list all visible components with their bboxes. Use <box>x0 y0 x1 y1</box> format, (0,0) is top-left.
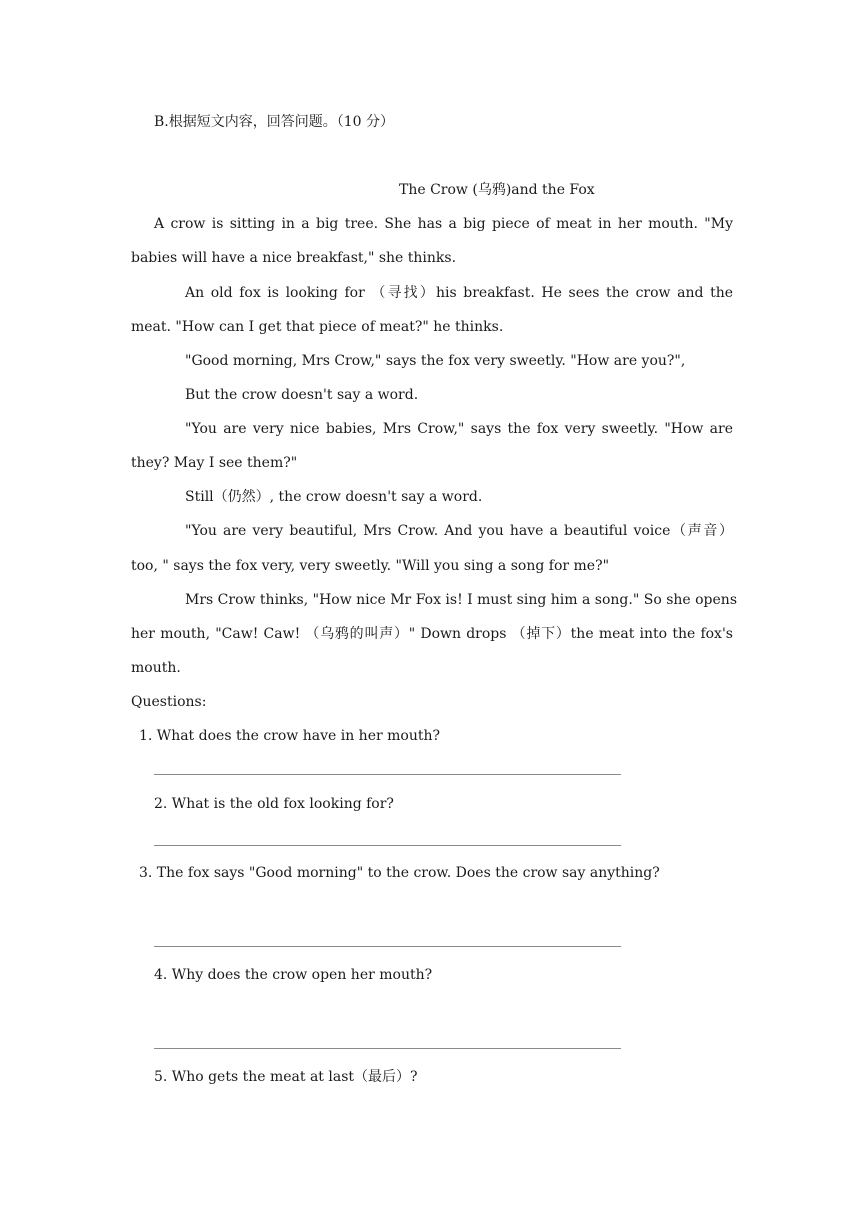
question-2: 2. What is the old fox looking for? <box>154 796 394 812</box>
paragraph-8-line-2: her mouth, "Caw! Caw! （乌鸦的叫声）" Down drops （掉下）the meat into the fox's <box>131 626 733 642</box>
paragraph-5-line-2: they? May I see them?" <box>131 455 298 471</box>
section-heading: B.根据短文内容，回答问题。（10 分） <box>154 114 395 130</box>
paragraph-7-line-1: "You are very beautiful, Mrs Crow. And you have a beautiful voice（声音） <box>185 523 733 539</box>
paragraph-5-line-1: "You are very nice babies, Mrs Crow," says the fox very sweetly. "How are <box>185 421 733 437</box>
paragraph-1-line-2: babies will have a nice breakfast," she thinks. <box>131 250 457 266</box>
paragraph-4: But the crow doesn't say a word. <box>185 387 419 403</box>
paragraph-3: "Good morning, Mrs Crow," says the fox very sweetly. "How are you?", <box>185 353 686 369</box>
answer-line-1[interactable] <box>154 774 621 775</box>
paragraph-8-line-3: mouth. <box>131 660 181 676</box>
paragraph-2-line-2: meat. "How can I get that piece of meat?" he thinks. <box>131 319 504 335</box>
answer-line-2[interactable] <box>154 845 621 846</box>
question-3: 3. The fox says "Good morning" to the crow. Does the crow say anything? <box>139 865 660 881</box>
paragraph-2-line-1: An old fox is looking for （寻找）his breakfast. He sees the crow and the <box>185 285 733 301</box>
passage-title: The Crow (乌鸦)and the Fox <box>399 182 595 198</box>
answer-line-3[interactable] <box>154 946 621 947</box>
paragraph-1-line-1: A crow is sitting in a big tree. She has a big piece of meat in her mouth. "My <box>154 216 733 232</box>
question-4: 4. Why does the crow open her mouth? <box>154 967 433 983</box>
paragraph-8-line-1: Mrs Crow thinks, "How nice Mr Fox is! I must sing him a song." So she opens <box>185 592 738 608</box>
question-5: 5. Who gets the meat at last（最后）? <box>154 1069 418 1085</box>
paragraph-6: Still（仍然）, the crow doesn't say a word. <box>185 489 483 505</box>
question-1: 1. What does the crow have in her mouth? <box>139 728 440 744</box>
questions-label: Questions: <box>131 694 207 710</box>
answer-line-4[interactable] <box>154 1048 621 1049</box>
paragraph-7-line-2: too, " says the fox very, very sweetly. "Will you sing a song for me?" <box>131 558 610 574</box>
